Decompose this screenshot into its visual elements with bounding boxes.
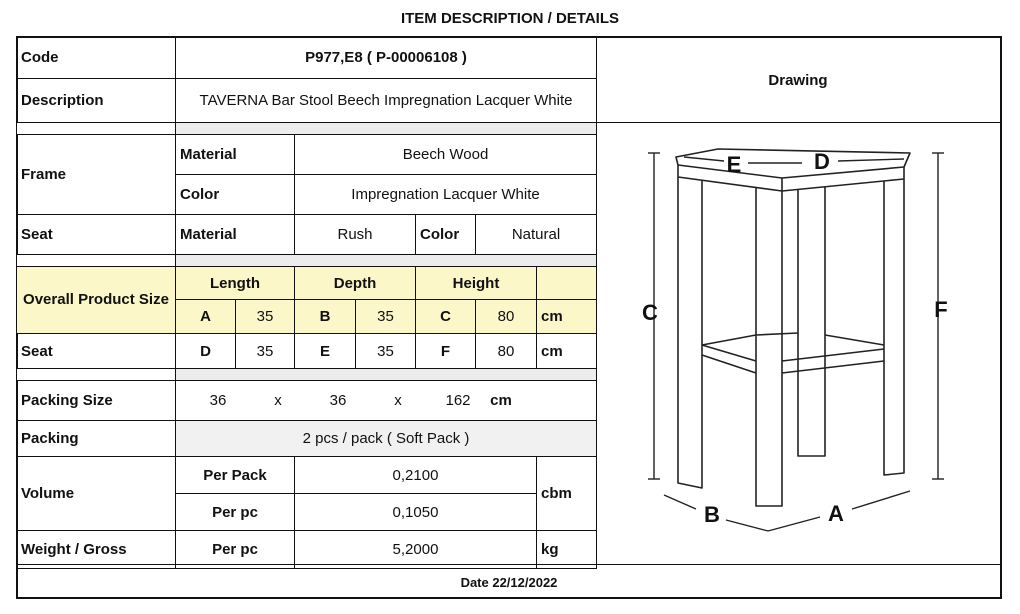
dim-d-value: 35 — [236, 334, 295, 369]
overall-size-unit: cm — [537, 300, 597, 334]
length-header: Length — [176, 267, 295, 300]
dim-line-d — [838, 159, 904, 161]
volume-label: Volume — [17, 457, 176, 531]
spacer-row — [17, 123, 597, 135]
seat-color-value: Natural — [476, 215, 597, 255]
dim-f-label: F — [416, 334, 476, 369]
leg-front-right — [756, 187, 782, 506]
empty-cell — [537, 267, 597, 300]
weight-per-pc-label: Per pc — [176, 531, 295, 569]
dim-d-label: D — [176, 334, 236, 369]
volume-per-pc-label: Per pc — [176, 494, 295, 531]
frame-label: Frame — [17, 135, 176, 215]
packing-size-height: 162 — [445, 392, 471, 409]
code-row — [17, 37, 597, 79]
packing-size-unit: cm — [490, 392, 512, 409]
dim-e-value: 35 — [356, 334, 416, 369]
packing-size-length: 36 — [209, 392, 227, 409]
dim-b-label: B — [295, 300, 356, 334]
leg-back-left — [798, 187, 825, 456]
packing-label: Packing — [17, 421, 176, 457]
seat-material-row — [17, 215, 597, 255]
seat-size-unit: cm — [537, 334, 597, 369]
dim-e-label: E — [295, 334, 356, 369]
seat-material-label: Material — [176, 215, 295, 255]
dim-label-f: F — [934, 297, 948, 322]
frame-material-value: Beech Wood — [295, 135, 597, 175]
spacer-row — [17, 255, 597, 267]
description-row — [17, 79, 597, 123]
leg-back-right — [884, 179, 904, 475]
packing-size-x2: x — [394, 392, 402, 409]
dim-label-e: E — [726, 152, 742, 177]
leg-front-left — [678, 177, 702, 488]
drawing-label: Drawing — [596, 38, 1000, 123]
height-header: Height — [416, 267, 537, 300]
dim-line-a — [768, 517, 820, 531]
volume-per-pack-label: Per Pack — [176, 457, 295, 494]
dim-line-b — [664, 495, 696, 509]
dim-a-value: 35 — [236, 300, 295, 334]
bar-stool-drawing — [598, 123, 1000, 561]
packing-size-x1: x — [274, 392, 282, 409]
packing-value: 2 pcs / pack ( Soft Pack ) — [176, 421, 597, 457]
weight-value: 5,2000 — [295, 531, 537, 569]
frame-material-row — [17, 135, 597, 175]
dim-f-value: 80 — [476, 334, 537, 369]
dim-label-c: C — [642, 300, 658, 325]
overall-size-label: Overall Product Size — [17, 267, 176, 334]
dim-line-e — [684, 157, 724, 161]
weight-row — [17, 531, 597, 569]
volume-pack-row — [17, 457, 597, 494]
frame-color-value: Impregnation Lacquer White — [295, 175, 597, 215]
dim-label-b: B — [704, 502, 720, 527]
dim-label-d: D — [814, 149, 830, 174]
description-label: Description — [17, 79, 176, 123]
spec-table — [16, 36, 597, 569]
seat-material-value: Rush — [295, 215, 416, 255]
depth-header: Depth — [295, 267, 416, 300]
dim-b-value: 35 — [356, 300, 416, 334]
packing-size-label: Packing Size — [17, 381, 176, 421]
dim-a-label: A — [176, 300, 236, 334]
dim-c-value: 80 — [476, 300, 537, 334]
weight-unit: kg — [537, 531, 597, 569]
frame-material-label: Material — [176, 135, 295, 175]
description-value: TAVERNA Bar Stool Beech Impregnation Lacquer White — [176, 79, 597, 123]
dim-c-label: C — [416, 300, 476, 334]
frame-color-label: Color — [176, 175, 295, 215]
seat-color-label: Color — [416, 215, 476, 255]
stretcher-front — [702, 345, 756, 373]
volume-per-pc-value: 0,1050 — [295, 494, 537, 531]
spacer-row — [17, 369, 597, 381]
packing-size-width: 36 — [329, 392, 347, 409]
seat-size-label: Seat — [17, 334, 176, 369]
packing-row — [17, 421, 597, 457]
size-header-row — [17, 267, 597, 300]
code-label: Code — [17, 37, 176, 79]
volume-unit: cbm — [537, 457, 597, 531]
code-value: P977,E8 ( P-00006108 ) — [176, 37, 597, 79]
weight-label: Weight / Gross — [17, 531, 176, 569]
seat-size-row — [17, 334, 597, 369]
document-title: ITEM DESCRIPTION / DETAILS — [400, 10, 620, 27]
date-footer: Date 22/12/2022 — [16, 564, 1002, 599]
seat-label: Seat — [17, 215, 176, 255]
packing-size-values — [176, 381, 597, 421]
volume-per-pack-value: 0,2100 — [295, 457, 537, 494]
packing-size-row — [17, 381, 597, 421]
dim-label-a: A — [828, 501, 844, 526]
